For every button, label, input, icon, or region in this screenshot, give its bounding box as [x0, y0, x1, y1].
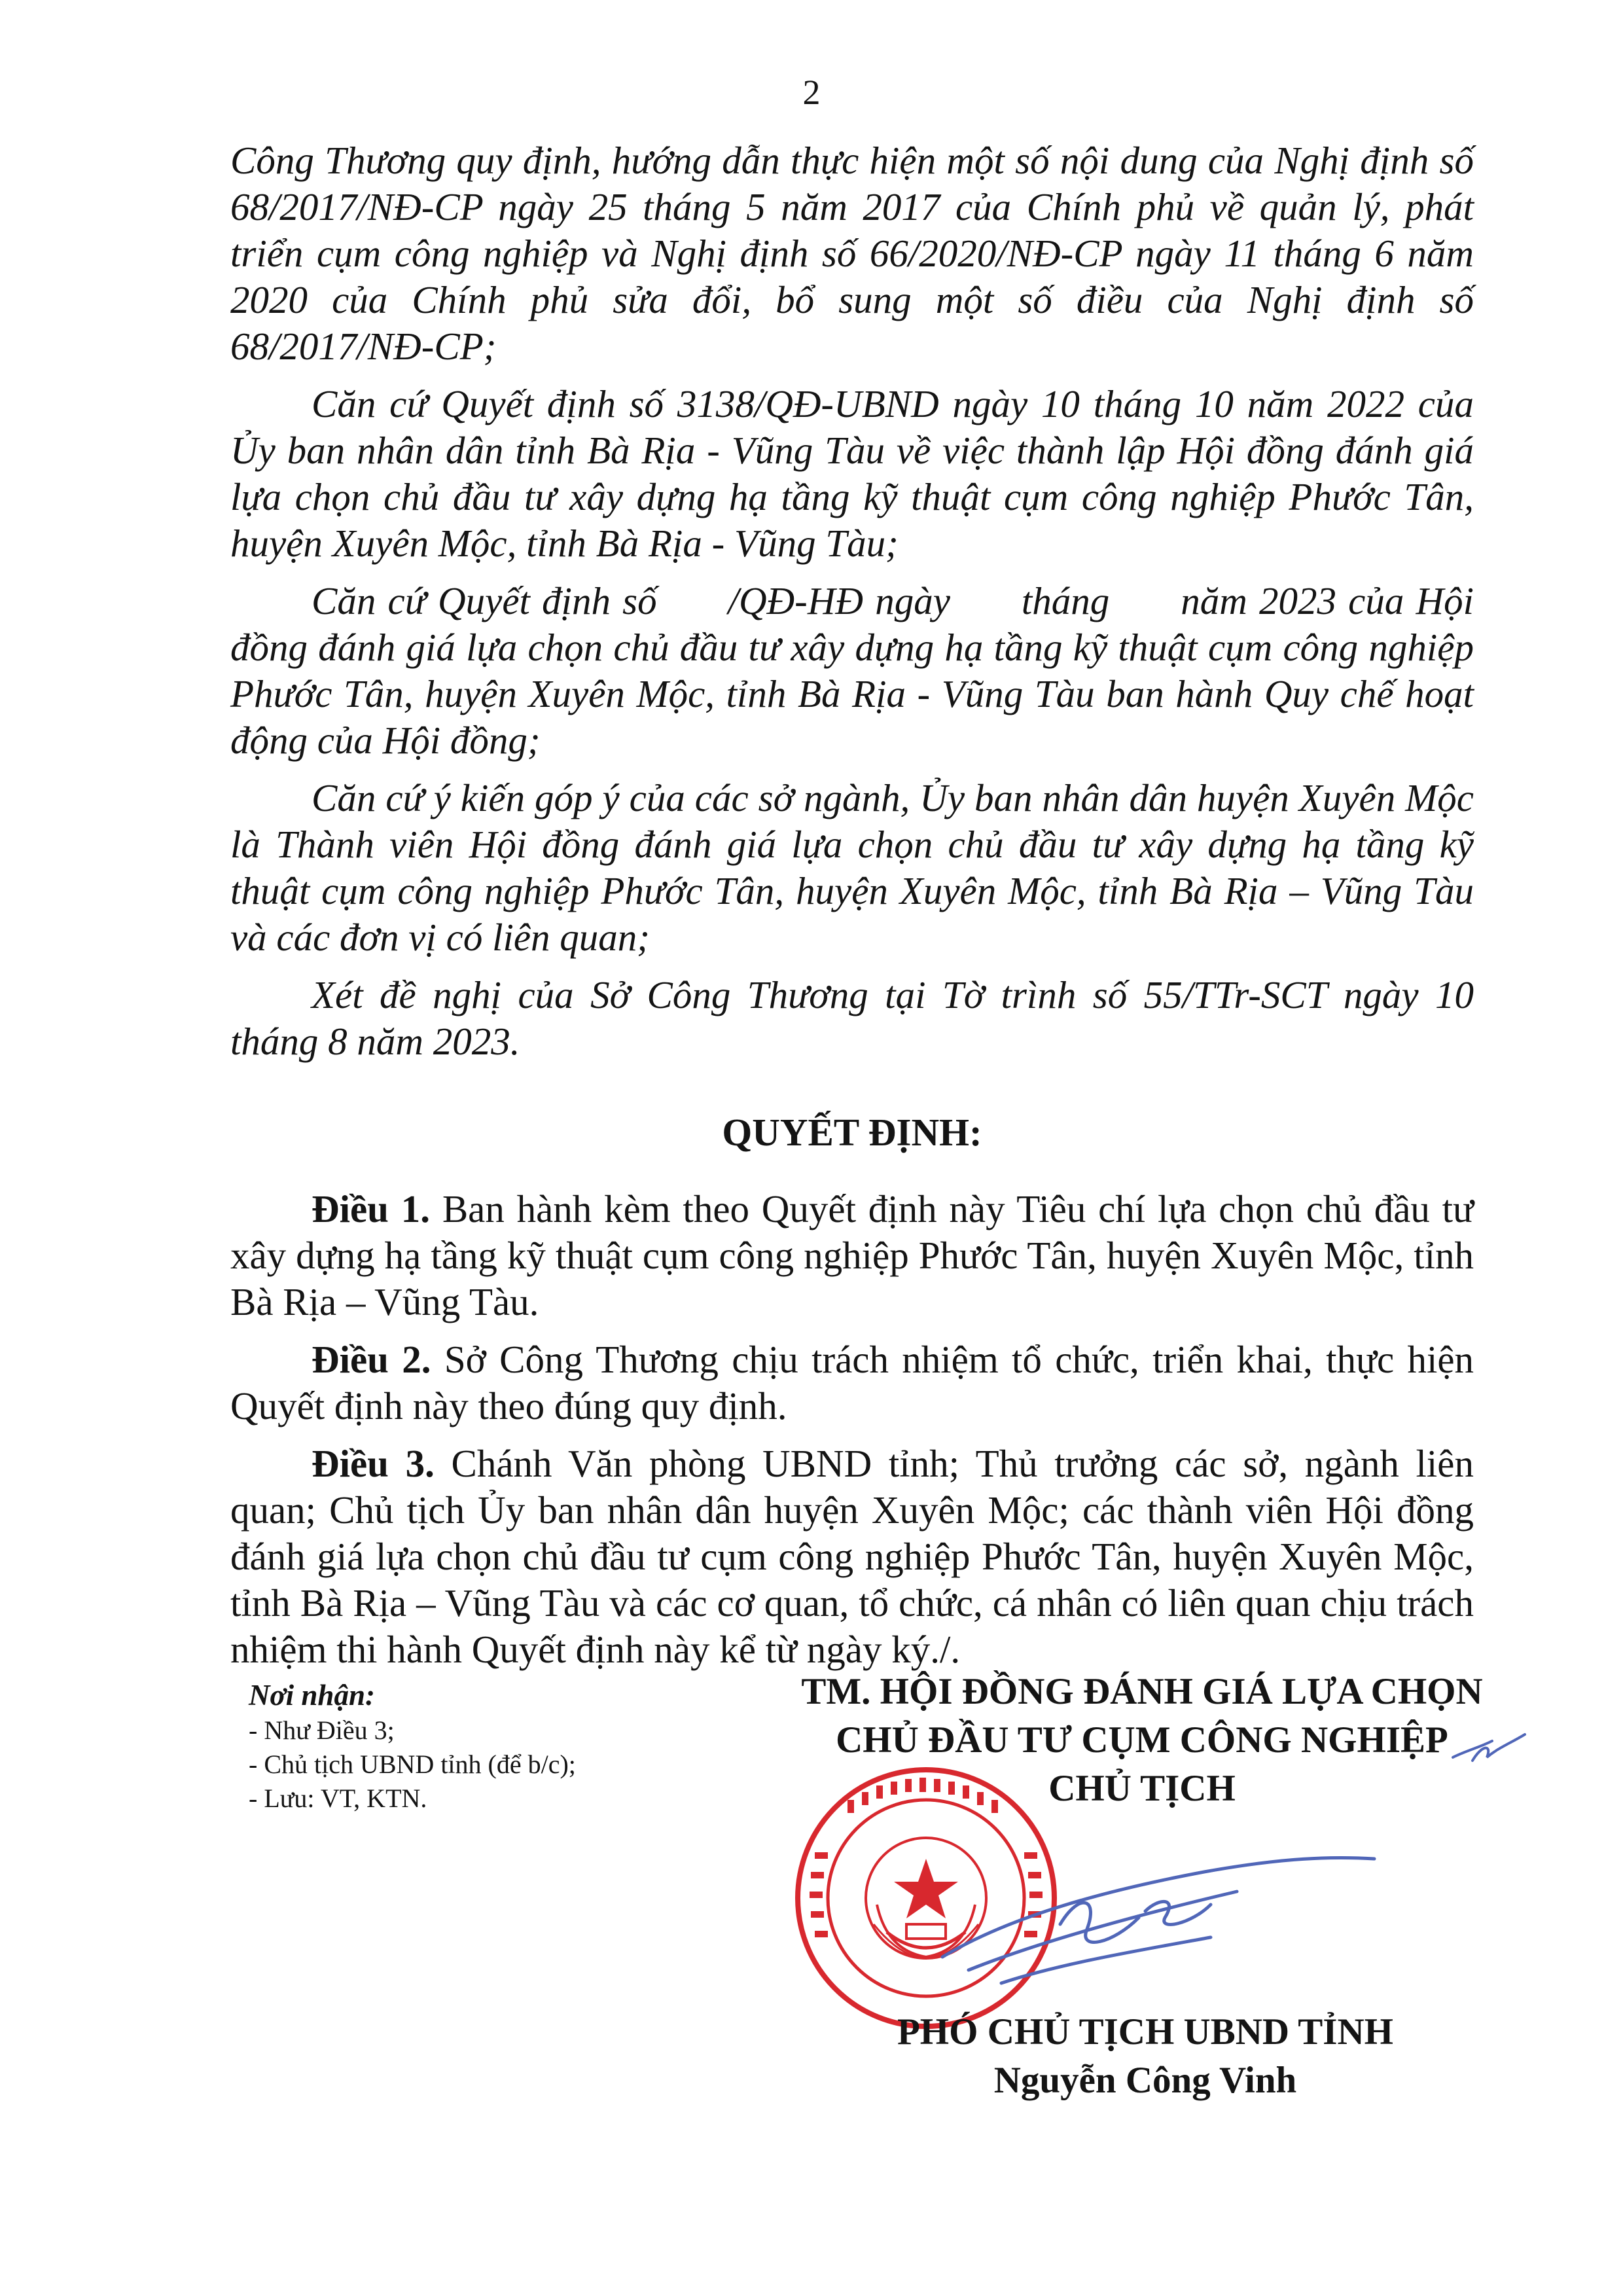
- article-1-text: Ban hành kèm theo Quyết định này Tiêu chí lựa chọn chủ đầu tư xây dựng hạ tầng kỹ thuật cụm công nghiệp Phước Tân, huyện Xuyên Mộc, tỉnh Bà Rịa – Vũng Tàu.: [230, 1187, 1474, 1323]
- preamble-paragraph-2: Căn cứ Quyết định số 3138/QĐ-UBND ngày 10 tháng 10 năm 2022 của Ủy ban nhân dân tỉnh Bà Rịa - Vũng Tàu về việc thành lập Hội đồng đánh giá lựa chọn chủ đầu tư xây dựng hạ tầng kỹ thuật cụm công nghiệp Phước Tân, huyện Xuyên Mộc, tỉnh Bà Rịa - Vũng Tàu;: [230, 382, 1474, 565]
- article-2: [230, 1336, 1474, 1429]
- signer-block: [851, 2008, 1440, 2105]
- signature-line-2: CHỦ ĐẦU TƯ CỤM CÔNG NGHIỆP: [836, 1719, 1448, 1761]
- page-number: 2: [802, 73, 821, 112]
- signature-line-1: TM. HỘI ĐỒNG ĐÁNH GIÁ LỰA CHỌN: [801, 1671, 1483, 1712]
- preamble-paragraph-1: Công Thương quy định, hướng dẫn thực hiện một số nội dung của Nghị định số 68/2017/NĐ-CP ngày 25 tháng 5 năm 2017 của Chính phủ về quản lý, phát triển cụm công nghiệp và Nghị định số 66/2020/NĐ-CP ngày 11 tháng 6 năm 2020 của Chính phủ sửa đổi, bổ sung một số điều của Nghị định số 68/2017/NĐ-CP;: [230, 139, 1474, 368]
- article-3-text: Chánh Văn phòng UBND tỉnh; Thủ trưởng các sở, ngành liên quan; Chủ tịch Ủy ban nhân dân huyện Xuyên Mộc; các thành viên Hội đồng đánh giá lựa chọn chủ đầu tư cụm công nghiệp Phước Tân, huyện Xuyên Mộc, tỉnh Bà Rịa – Vũng Tàu và các cơ quan, tổ chức, cá nhân có liên quan chịu trách nhiệm thi hành Quyết định này kể từ ngày ký./.: [230, 1442, 1474, 1671]
- preamble-paragraph-5: Xét đề nghị của Sở Công Thương tại Tờ trình số 55/TTr-SCT ngày 10 tháng 8 năm 2023.: [230, 973, 1474, 1063]
- article-3-label: Điều 3.: [312, 1442, 435, 1485]
- recipient-item: - Chủ tịch UBND tỉnh (để b/c);: [249, 1749, 576, 1779]
- article-2-label: Điều 2.: [312, 1338, 431, 1381]
- signature-line-3: CHỦ TỊCH: [1048, 1768, 1236, 1809]
- recipient-item: - Lưu: VT, KTN.: [249, 1784, 427, 1813]
- signer-position: PHÓ CHỦ TỊCH UBND TỈNH: [897, 2011, 1393, 2053]
- article-3: [230, 1441, 1474, 1673]
- recipients-title: Nơi nhận:: [249, 1679, 375, 1712]
- recipients-block: [249, 1677, 785, 1816]
- preamble-paragraph-3: Căn cứ Quyết định số /QĐ-HĐ ngày tháng năm 2023 của Hội đồng đánh giá lựa chọn chủ đầu tư xây dựng hạ tầng kỹ thuật cụm công nghiệp Phước Tân, huyện Xuyên Mộc, tỉnh Bà Rịa - Vũng Tàu ban hành Quy chế hoạt động của Hội đồng;: [230, 579, 1484, 762]
- signature-authority-block: [772, 1668, 1512, 1813]
- article-1-label: Điều 1.: [312, 1187, 431, 1230]
- signer-name: Nguyễn Công Vinh: [993, 2060, 1297, 2101]
- recipient-item: - Như Điều 3;: [249, 1715, 395, 1745]
- preamble-paragraph-4: Căn cứ ý kiến góp ý của các sở ngành, Ủy ban nhân dân huyện Xuyên Mộc là Thành viên Hội đồng đánh giá lựa chọn chủ đầu tư xây dựng hạ tầng kỹ thuật cụm công nghiệp Phước Tân, huyện Xuyên Mộc, tỉnh Bà Rịa – Vũng Tàu và các đơn vị có liên quan;: [230, 776, 1474, 959]
- document-body: [230, 137, 1484, 1673]
- article-1: [230, 1186, 1474, 1325]
- handwritten-signature: [929, 1820, 1387, 2016]
- decision-heading: QUYẾT ĐỊNH:: [722, 1111, 982, 1154]
- article-2-text: Sở Công Thương chịu trách nhiệm tổ chức, triển khai, thực hiện Quyết định này theo đúng quy định.: [230, 1338, 1474, 1427]
